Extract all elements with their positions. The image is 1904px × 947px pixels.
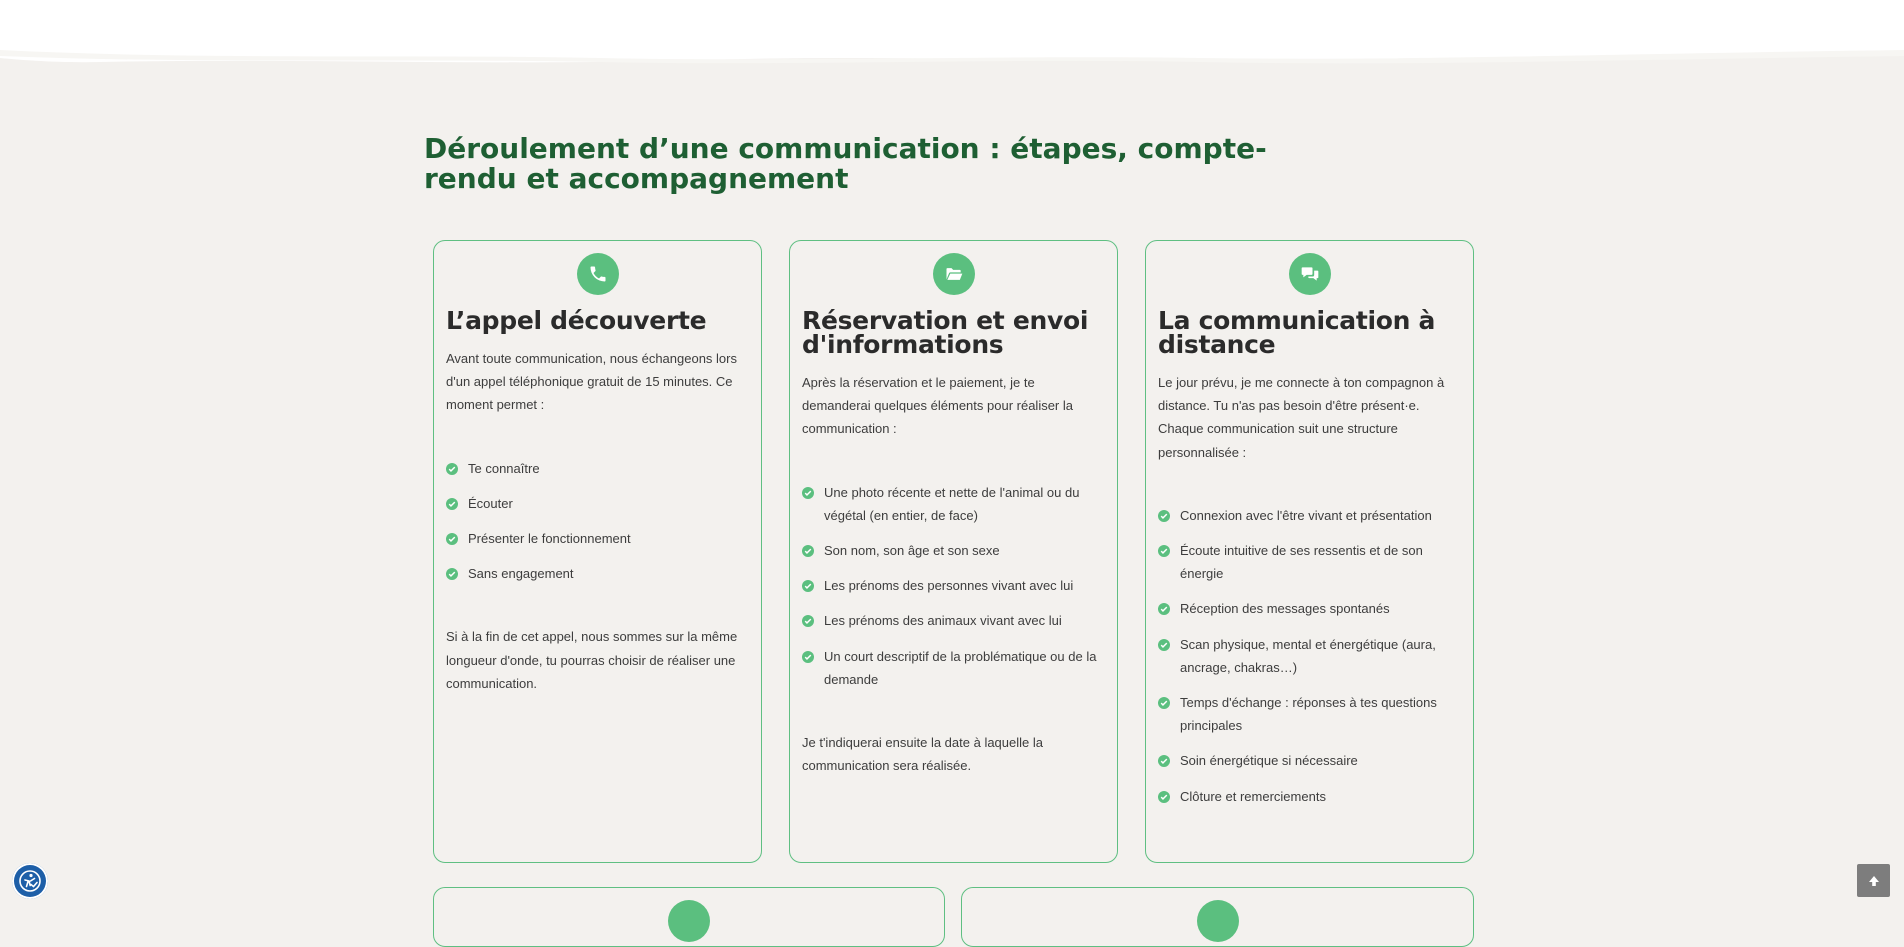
step-card-discovery-call [433, 240, 762, 863]
list-item: Une photo récente et nette de l'animal ou du végétal (en entier, de face) [802, 481, 1105, 527]
step-card-next-left [433, 887, 945, 947]
card-title: Réservation et envoi d'informations [802, 306, 1089, 359]
list-item: Écoute intuitive de ses ressentis et de son énergie [1158, 539, 1461, 585]
list-item: Écouter [446, 492, 749, 515]
card-intro: Le jour prévu, je me connecte à ton compagnon à distance. Tu n'as pas besoin d'être présent·e. Chaque communication suit une structure personnalisée : [1158, 375, 1445, 460]
check-circle-icon [802, 487, 814, 499]
check-circle-icon [1158, 755, 1170, 767]
list-item: Les prénoms des animaux vivant avec lui [802, 609, 1105, 632]
list-item: Te connaître [446, 457, 749, 480]
step-card-next-right [961, 887, 1474, 947]
card-title: La communication à distance [1158, 306, 1436, 359]
card-outro: Je t'indiquerai ensuite la date à laquelle la communication sera réalisée. [802, 735, 1043, 774]
arrow-up-icon [1867, 874, 1881, 888]
check-circle-icon [1158, 510, 1170, 522]
step-icon [1197, 900, 1239, 942]
check-circle-icon [446, 533, 458, 545]
list-item: Clôture et remerciements [1158, 785, 1461, 808]
check-list [446, 457, 749, 586]
card-title: L’appel découverte [446, 306, 707, 335]
check-list [1158, 504, 1461, 808]
check-circle-icon [802, 615, 814, 627]
chat-bubbles-icon [1289, 253, 1331, 295]
step-icon [668, 900, 710, 942]
step-card-booking [789, 240, 1118, 863]
list-item: Scan physique, mental et énergétique (aura, ancrage, chakras…) [1158, 633, 1461, 679]
card-intro: Après la réservation et le paiement, je te demanderai quelques éléments pour réaliser la communication : [802, 375, 1073, 437]
list-item: Réception des messages spontanés [1158, 597, 1461, 620]
list-item: Les prénoms des personnes vivant avec lui [802, 574, 1105, 597]
folder-open-icon [933, 253, 975, 295]
card-body [1158, 371, 1461, 808]
section-title: Déroulement d’une communication : étapes, compte-rendu et accompagnement [424, 132, 1267, 195]
list-item: Connexion avec l'être vivant et présentation [1158, 504, 1461, 527]
check-circle-icon [446, 498, 458, 510]
scroll-to-top-button[interactable] [1857, 864, 1890, 897]
list-item: Soin énergétique si nécessaire [1158, 749, 1461, 772]
check-circle-icon [1158, 545, 1170, 557]
check-circle-icon [802, 545, 814, 557]
accessibility-button[interactable] [12, 863, 48, 899]
check-circle-icon [802, 580, 814, 592]
check-circle-icon [446, 463, 458, 475]
card-intro: Avant toute communication, nous échangeons lors d'un appel téléphonique gratuit de 15 minutes. Ce moment permet : [446, 351, 737, 413]
check-circle-icon [1158, 603, 1170, 615]
check-circle-icon [802, 651, 814, 663]
list-item: Un court descriptif de la problématique ou de la demande [802, 645, 1105, 691]
check-list [802, 481, 1105, 691]
top-wave-divider [0, 0, 1904, 72]
card-body [802, 371, 1105, 777]
list-item: Présenter le fonctionnement [446, 527, 749, 550]
card-body [446, 347, 749, 695]
check-circle-icon [1158, 791, 1170, 803]
check-circle-icon [1158, 697, 1170, 709]
list-item: Son nom, son âge et son sexe [802, 539, 1105, 562]
list-item: Temps d'échange : réponses à tes questions principales [1158, 691, 1461, 737]
phone-icon [577, 253, 619, 295]
step-card-remote-communication [1145, 240, 1474, 863]
card-outro: Si à la fin de cet appel, nous sommes sur la même longueur d'onde, tu pourras choisir de réaliser une communication. [446, 629, 738, 691]
list-item: Sans engagement [446, 562, 749, 585]
accessibility-icon [18, 869, 42, 893]
check-circle-icon [446, 568, 458, 580]
check-circle-icon [1158, 639, 1170, 651]
